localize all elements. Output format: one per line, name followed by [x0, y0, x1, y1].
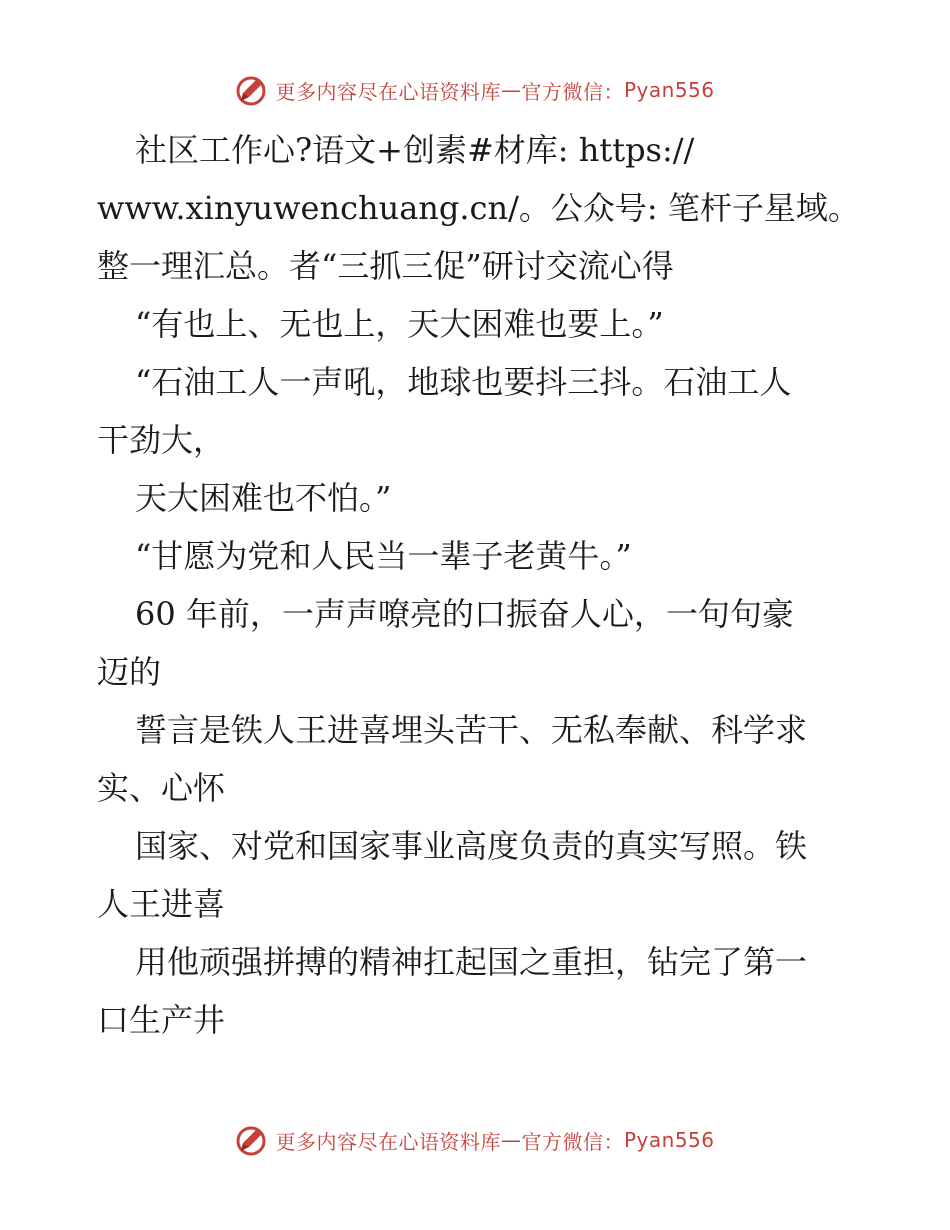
banner-text: 更多内容尽在心语资料库: [275, 1129, 501, 1154]
text-line: 迈的: [97, 653, 162, 691]
text-line: 60 年前，一声声嘹亮的口振奋人心，一句句豪: [135, 595, 794, 633]
text-line: 社区工作心?语文+创素#材库: https://: [135, 131, 695, 169]
text-line: “甘愿为党和人民当一辈子老黄牛。”: [135, 537, 632, 575]
text-line: 整一理汇总。者“三抓三促”研讨交流心得: [97, 247, 674, 285]
text-line: www.xinyuwenchuang.cn/。公众号: 笔杆子星域。: [97, 189, 860, 227]
banner-wechat-id: Pyan556: [623, 1128, 715, 1152]
banner-text: 更多内容尽在心语资料库: [275, 79, 501, 104]
text-line: 实、心怀: [97, 769, 226, 807]
text-line: 干劲大，: [97, 421, 226, 459]
text-line: 用他顽强拼搏的精神扛起国之重担，钻完了第一: [135, 943, 808, 981]
text-line: 口生产井: [97, 1001, 226, 1039]
banner-separator: —: [500, 1128, 522, 1152]
pen-circle-logo-icon: [235, 1123, 269, 1157]
text-line: “有也上、无也上，天大困难也要上。”: [135, 305, 664, 343]
text-line: 天大困难也不怕。”: [135, 479, 392, 517]
text-line: 人王进喜: [97, 885, 226, 923]
text-line: 国家、对党和国家事业高度负责的真实写照。铁: [135, 827, 808, 865]
text-line: 誓言是铁人王进喜埋头苦干、无私奉献、科学求: [135, 711, 808, 749]
text-line: “石油工人一声吼，地球也要抖三抖。石油工人: [135, 363, 792, 401]
banner-separator: —: [500, 78, 522, 102]
banner-wechat-label: 官方微信：: [521, 1129, 624, 1154]
banner-wechat-id: Pyan556: [623, 78, 715, 102]
pen-circle-logo-icon: [235, 73, 269, 107]
header-watermark: [0, 70, 950, 110]
banner-wechat-label: 官方微信：: [521, 79, 624, 104]
footer-watermark: [0, 1120, 950, 1160]
